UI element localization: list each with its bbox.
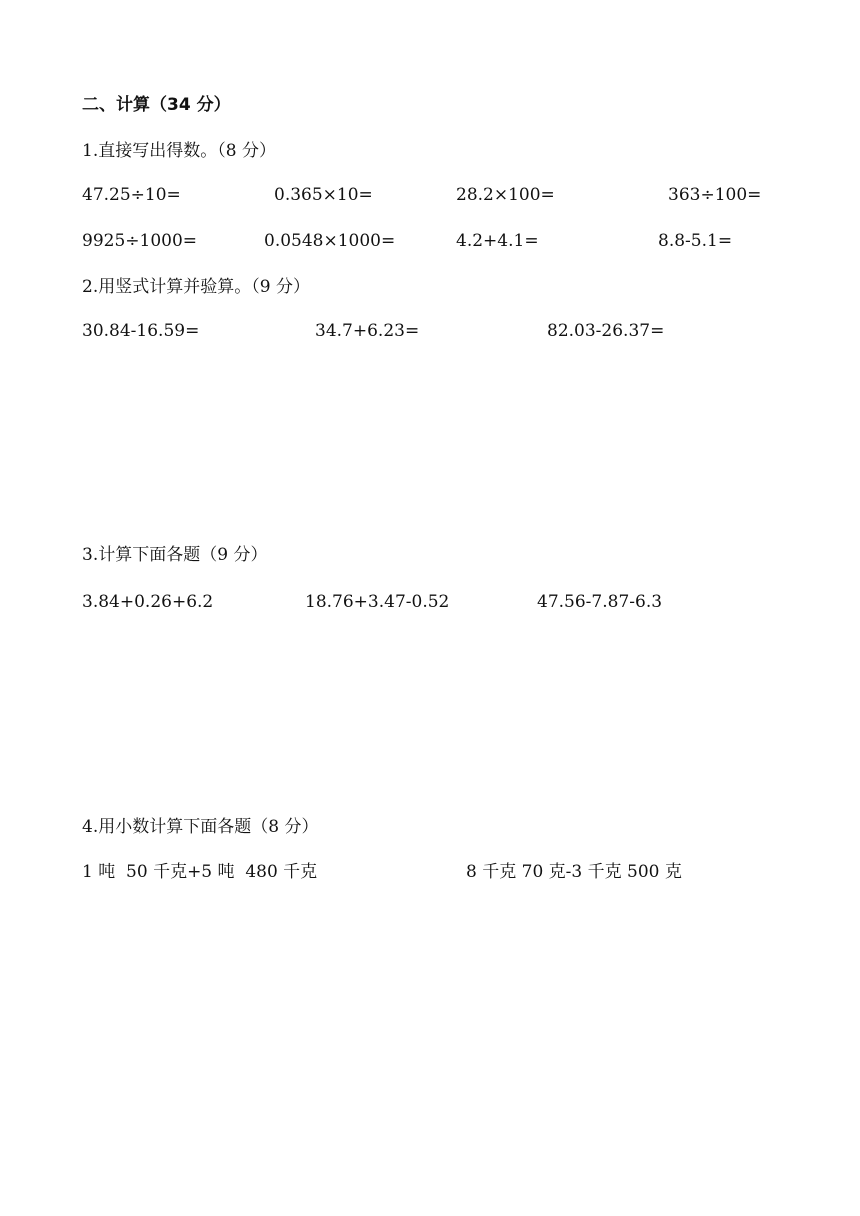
q1-problem-7: 4.2+4.1= (456, 231, 539, 251)
q1-problem-5: 9925÷1000= (82, 231, 198, 251)
section-title: 二、计算（34 分） (82, 95, 231, 115)
q3-problem-2: 18.76+3.47-0.52 (305, 592, 450, 612)
question-4-heading: 4.用小数计算下面各题（8 分） (82, 817, 319, 837)
q1-problem-6: 0.0548×1000= (264, 231, 396, 251)
question-3-heading: 3.计算下面各题（9 分） (82, 545, 268, 565)
q1-problem-4: 363÷100= (668, 185, 762, 205)
q2-problem-3: 82.03-26.37= (547, 321, 665, 341)
q1-problem-2: 0.365×10= (274, 185, 373, 205)
question-2-heading: 2.用竖式计算并验算。（9 分） (82, 277, 310, 297)
q3-problem-1: 3.84+0.26+6.2 (82, 592, 214, 612)
q3-problem-3: 47.56-7.87-6.3 (537, 592, 663, 612)
question-1-heading: 1.直接写出得数。（8 分） (82, 141, 276, 161)
q4-problem-1: 1 吨 50 千克+5 吨 480 千克 (82, 862, 318, 882)
q1-problem-3: 28.2×100= (456, 185, 555, 205)
q1-problem-8: 8.8-5.1= (658, 231, 733, 251)
q2-problem-2: 34.7+6.23= (315, 321, 420, 341)
q2-problem-1: 30.84-16.59= (82, 321, 200, 341)
q4-problem-2: 8 千克 70 克-3 千克 500 克 (466, 862, 682, 882)
q1-problem-1: 47.25÷10= (82, 185, 181, 205)
